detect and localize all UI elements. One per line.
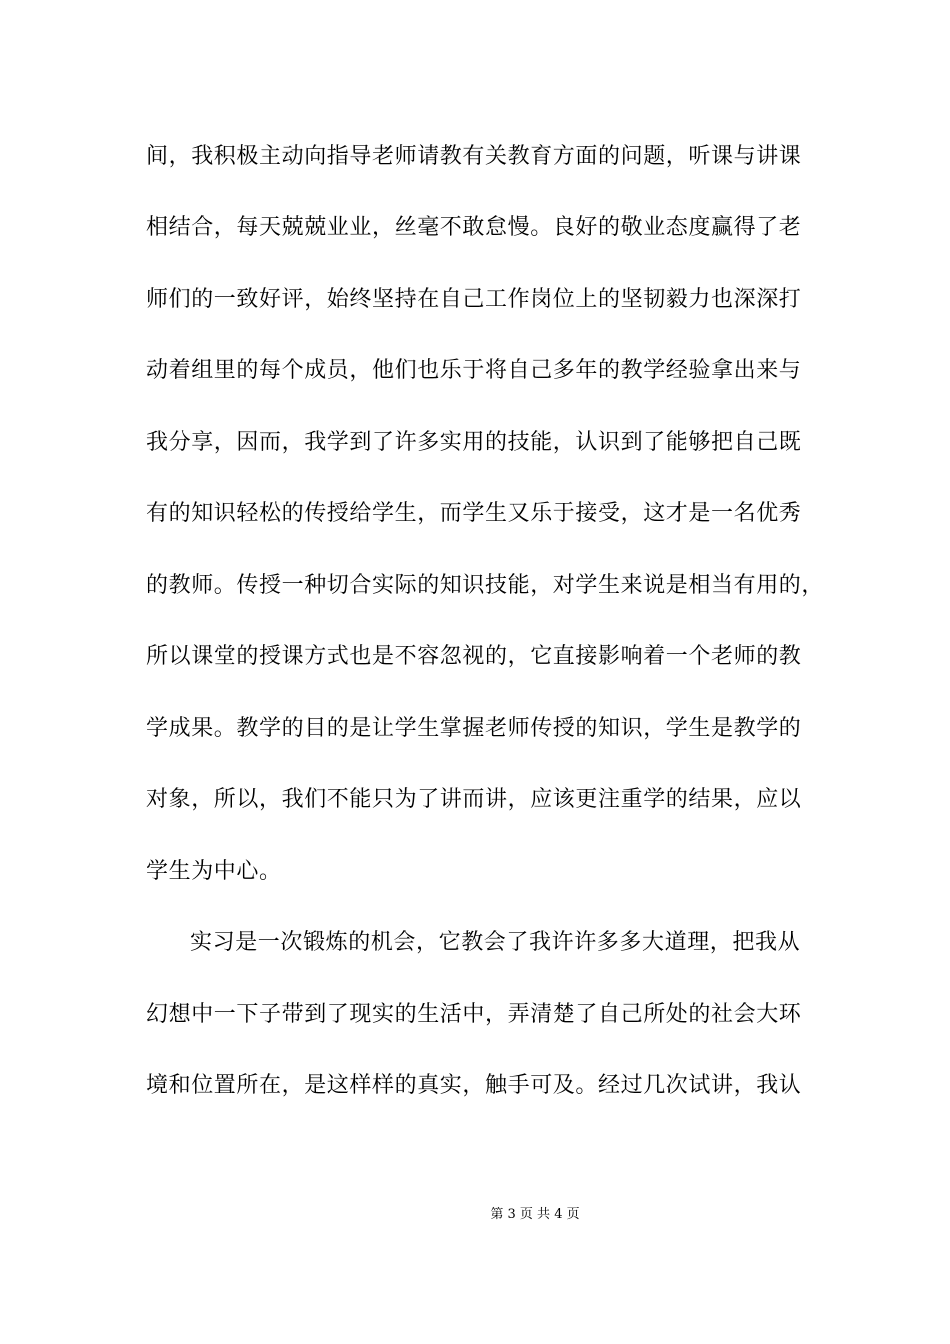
body-line-7: 的教师。传授一种切合实际的知识技能，对学生来说是相当有用的， [146,573,825,598]
body-line-3: 师们的一致好评，始终坚持在自己工作岗位上的坚韧毅力也深深打 [146,287,802,312]
body-line-10: 对象，所以，我们不能只为了讲而讲，应该更注重学的结果，应以 [146,787,802,812]
body-line-9: 学成果。教学的目的是让学生掌握老师传授的知识，学生是教学的 [146,716,802,741]
body-line-6: 有的知识轻松的传授给学生，而学生又乐于接受，这才是一名优秀 [146,501,802,526]
body-line-2: 相结合，每天兢兢业业，丝毫不敢怠慢。良好的敬业态度赢得了老 [146,215,802,240]
body-line-14: 境和位置所在，是这样样的真实，触手可及。经过几次试讲，我认 [146,1073,802,1098]
body-line-11: 学生为中心。 [146,859,282,884]
body-line-8: 所以课堂的授课方式也是不容忽视的，它直接影响着一个老师的教 [146,644,802,669]
body-line-13: 幻想中一下子带到了现实的生活中，弄清楚了自己所处的社会大环 [146,1002,802,1027]
body-line-5: 我分享，因而，我学到了许多实用的技能，认识到了能够把自己既 [146,430,802,455]
body-line-4: 动着组里的每个成员，他们也乐于将自己多年的教学经验拿出来与 [146,358,802,383]
body-line-12-paragraph-start: 实习是一次锻炼的机会，它教会了我许许多多大道理，把我从 [190,930,801,955]
body-line-1: 间，我积极主动向指导老师请教有关教育方面的问题，听课与讲课 [146,144,802,169]
page-footer: 第 3 页 共 4 页 [490,1207,580,1222]
